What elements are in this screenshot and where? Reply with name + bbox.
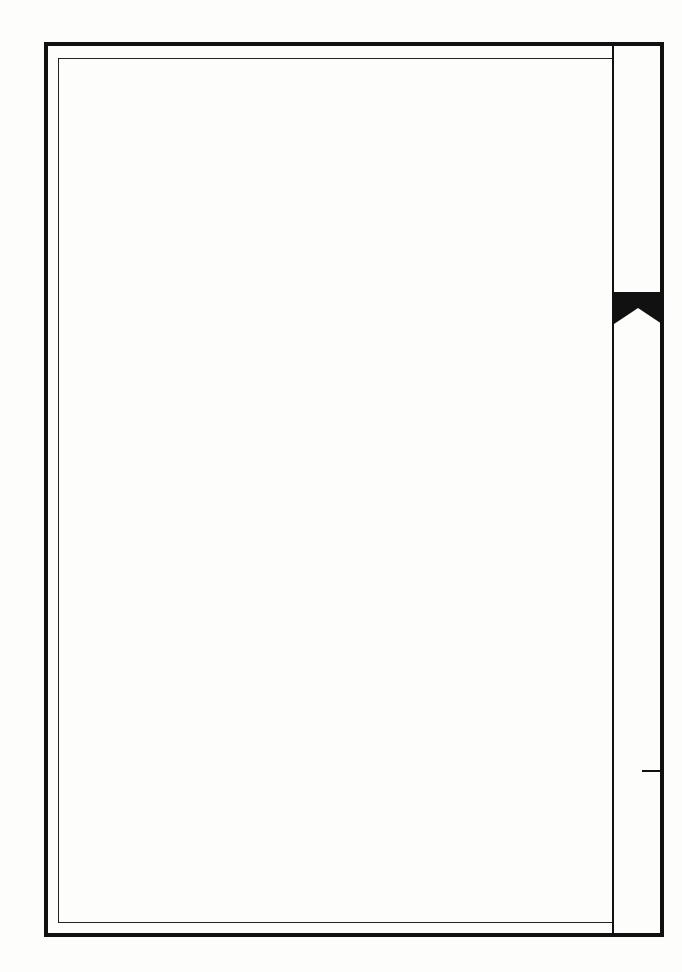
text-block-border	[58, 58, 613, 923]
margin-tick	[642, 770, 664, 772]
margin-divider	[612, 42, 614, 937]
fishtail-mark-icon	[612, 288, 664, 328]
